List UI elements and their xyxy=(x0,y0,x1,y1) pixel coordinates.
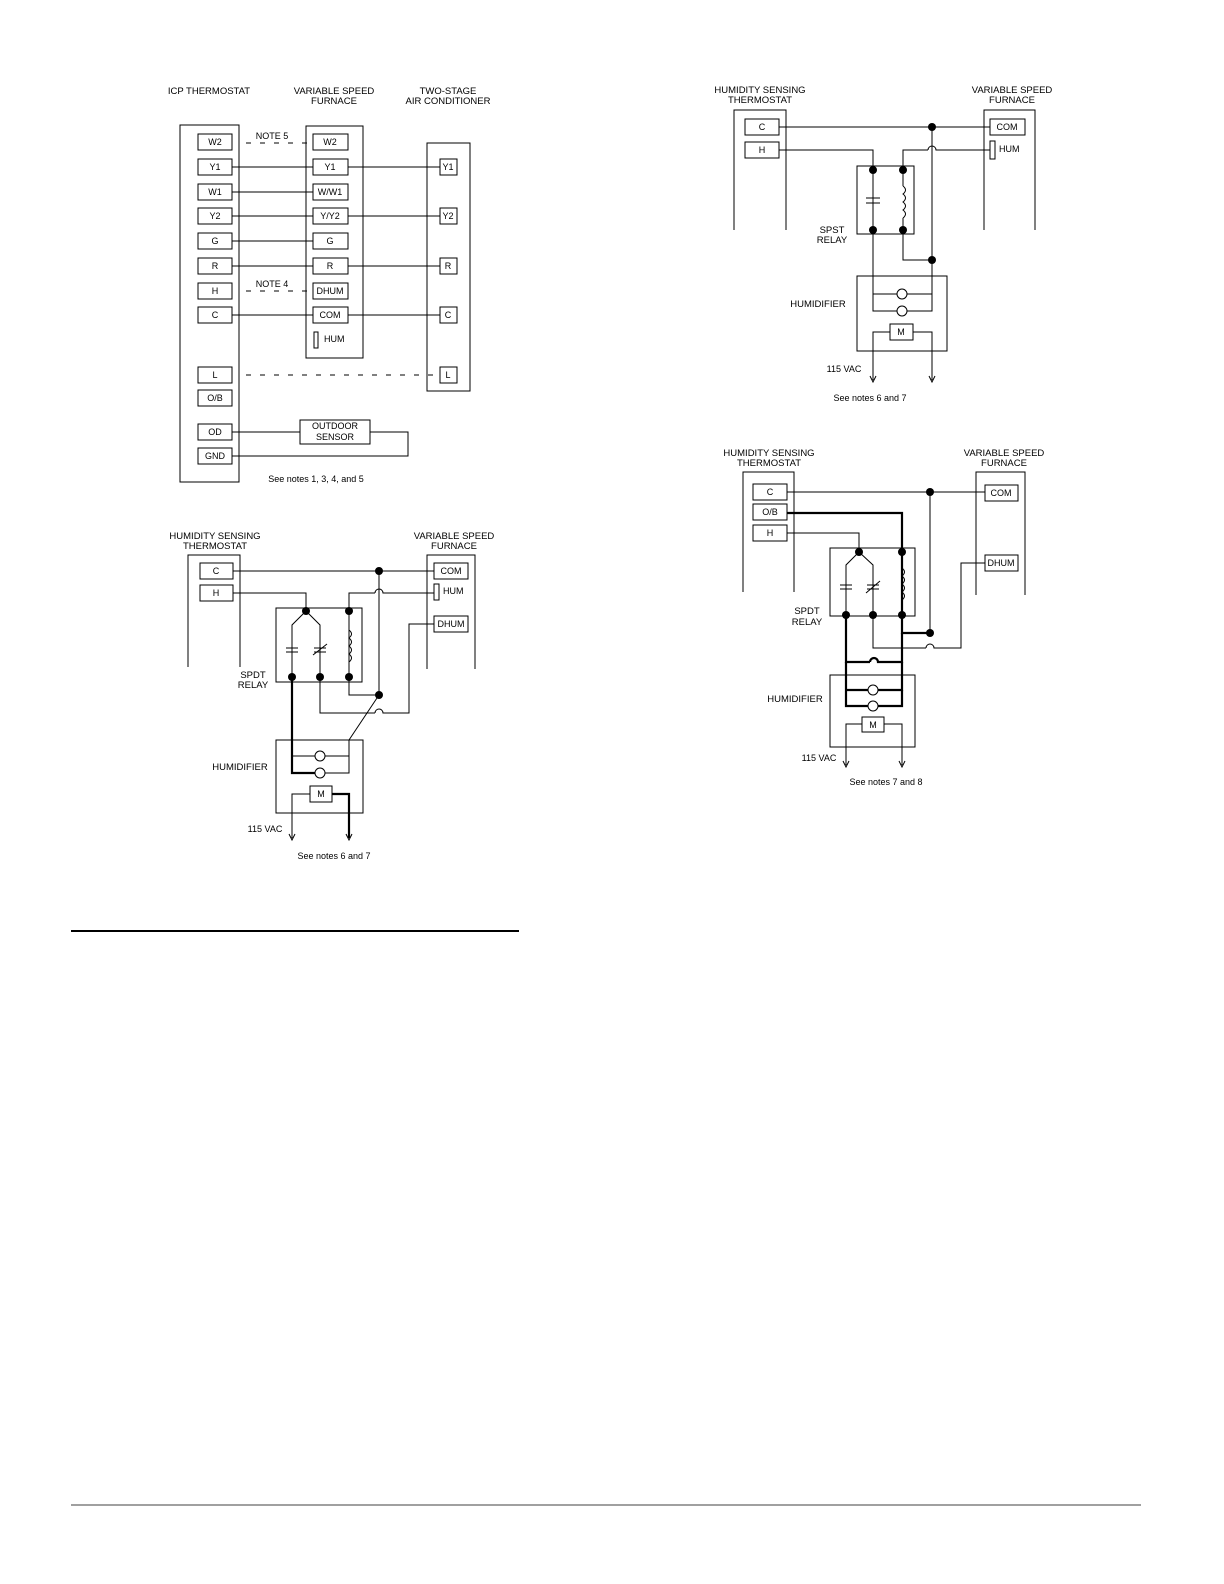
supply-wire-left xyxy=(846,724,862,765)
supply-wire-left xyxy=(292,794,310,838)
motor-label: M xyxy=(869,720,877,730)
outdoor-sensor-line1: OUTDOOR xyxy=(312,421,358,431)
label-thermostat-line2: THERMOSTAT xyxy=(736,458,802,469)
supply-label: 115 VAC xyxy=(826,364,862,374)
wire-hum-bottom-right xyxy=(325,756,349,773)
wire-hum-top-right xyxy=(878,662,902,690)
junction-dot xyxy=(869,611,877,619)
junction-dot xyxy=(345,607,353,615)
terminal-label: C xyxy=(444,310,452,320)
humidifier-terminal xyxy=(897,306,907,316)
terminal-label: W/W1 xyxy=(317,187,343,197)
terminal-label: W2 xyxy=(208,137,222,147)
wire-hum-to-com xyxy=(349,695,379,740)
label-thermostat-line2: THERMOSTAT xyxy=(727,95,793,106)
outdoor-sensor-line2: SENSOR xyxy=(315,432,355,442)
supply-wire-right xyxy=(332,794,349,838)
relay-label-line2: RELAY xyxy=(816,235,848,246)
label-ac-line1: TWO-STAGE xyxy=(419,86,477,97)
junction-dot xyxy=(898,548,906,556)
terminal-hum xyxy=(434,584,439,600)
humidifier-label: HUMIDIFIER xyxy=(767,694,823,705)
wire-hum-b xyxy=(928,146,990,150)
label-thermostat-line1: HUMIDITY SENSING xyxy=(723,448,815,459)
junction-dot xyxy=(316,673,324,681)
terminal-label: DHUM xyxy=(437,619,465,629)
junction-dot xyxy=(345,673,353,681)
wire-hum-top-right xyxy=(325,740,349,756)
relay-coil xyxy=(903,186,906,218)
terminal-label: DHUM xyxy=(316,286,344,296)
terminal-label: R xyxy=(444,261,452,271)
wire-hum-bottom-right xyxy=(878,690,902,706)
ac-terminals xyxy=(440,159,457,383)
label-thermostat-line1: HUMIDITY SENSING xyxy=(169,531,261,542)
relay-label-line1: SPST xyxy=(819,225,845,236)
diagram-spst-relay-humidifier xyxy=(714,85,1052,403)
junction-dot xyxy=(375,567,383,575)
note5-label: NOTE 5 xyxy=(255,131,289,141)
wire-hum-a xyxy=(903,150,928,170)
label-furnace-line1: VARIABLE SPEED xyxy=(413,531,495,542)
terminal-label: Y1 xyxy=(324,162,336,172)
terminal-label: COM xyxy=(990,488,1012,498)
terminal-label: Y2 xyxy=(442,211,454,221)
motor-label: M xyxy=(317,789,325,799)
label-icp-thermostat: ICP THERMOSTAT xyxy=(167,86,251,97)
terminal-label: Y1 xyxy=(209,162,221,172)
diagram-icp-thermostat-two-stage xyxy=(168,86,491,484)
junction-dot xyxy=(899,226,907,234)
label-furnace-line1: VARIABLE SPEED xyxy=(293,86,375,97)
diagram-spdt-ob-humidifier xyxy=(723,448,1044,787)
terminal-label: C xyxy=(212,566,220,576)
label-furnace-line2: FURNACE xyxy=(981,458,1027,469)
supply-label: 115 VAC xyxy=(801,753,837,763)
caption: See notes 7 and 8 xyxy=(849,777,923,787)
wire-nc-dhum-b xyxy=(375,624,434,713)
thermostat-terminals xyxy=(198,134,232,464)
relay-contact-left xyxy=(292,611,306,677)
humidifier-terminal xyxy=(897,289,907,299)
caption: See notes 6 and 7 xyxy=(297,851,371,861)
junction-dot xyxy=(302,607,310,615)
junction-dot xyxy=(928,123,936,131)
label-furnace-line1: VARIABLE SPEED xyxy=(971,85,1053,96)
terminal-label: R xyxy=(211,261,219,271)
wire-hum-top-right xyxy=(907,260,932,294)
label-furnace-line2: FURNACE xyxy=(989,95,1035,106)
wire-hum-terminal-left xyxy=(292,677,315,773)
relay-contact-right xyxy=(306,611,320,677)
terminal-label: L xyxy=(212,370,218,380)
label-thermostat-line1: HUMIDITY SENSING xyxy=(714,85,806,96)
terminal-label: H xyxy=(212,588,220,598)
terminal-label: H xyxy=(766,528,774,538)
label-furnace-line2: FURNACE xyxy=(431,541,477,552)
diagram-spdt-relay-humidifier xyxy=(169,531,494,861)
terminal-label: L xyxy=(445,370,451,380)
wire-hum-left xyxy=(846,662,868,706)
terminal-label: Y/Y2 xyxy=(320,211,340,221)
terminal-label: O/B xyxy=(207,393,223,403)
label-ac-line2: AIR CONDITIONER xyxy=(405,96,491,107)
humidifier-terminal xyxy=(868,701,878,711)
wire-relay-hum-a xyxy=(846,615,870,662)
caption: See notes 6 and 7 xyxy=(833,393,907,403)
terminal-label: H xyxy=(758,145,766,155)
label-furnace-line2: FURNACE xyxy=(311,96,357,107)
humidifier-terminal xyxy=(315,751,325,761)
supply-wire-right xyxy=(913,332,932,380)
wire-h-relay xyxy=(779,150,873,170)
terminal-label: OD xyxy=(208,427,222,437)
junction-dot xyxy=(855,548,863,556)
relay-contact-right xyxy=(859,552,873,615)
terminal-label: GND xyxy=(205,451,225,461)
terminal-hum xyxy=(314,332,318,348)
note4-label: NOTE 4 xyxy=(255,279,289,289)
junction-dot xyxy=(898,611,906,619)
relay-label-line1: SPDT xyxy=(240,670,266,681)
wire-hum-bottom-right xyxy=(907,294,932,311)
label-thermostat-line2: THERMOSTAT xyxy=(182,541,248,552)
humidifier-terminal xyxy=(315,768,325,778)
terminal-label: Y2 xyxy=(209,211,221,221)
terminal-label: Y1 xyxy=(442,162,454,172)
wire-h-relay xyxy=(787,533,859,552)
terminal-label: COM xyxy=(440,566,462,576)
supply-label: 115 VAC xyxy=(247,824,283,834)
terminal-label: C xyxy=(766,487,774,497)
junction-dot xyxy=(869,166,877,174)
terminal-label: C xyxy=(211,310,219,320)
terminal-label: HUM xyxy=(443,586,464,596)
terminal-label: HUM xyxy=(999,144,1020,154)
humidifier-label: HUMIDIFIER xyxy=(212,762,268,773)
terminal-label: W1 xyxy=(208,187,222,197)
supply-wire-left xyxy=(873,332,890,380)
wire-coil-com xyxy=(902,552,930,633)
junction-dot xyxy=(926,488,934,496)
terminal-label: H xyxy=(211,286,219,296)
motor-label: M xyxy=(897,327,905,337)
relay-label-line2: RELAY xyxy=(237,680,269,691)
relay-contact-left xyxy=(846,552,859,615)
junction-dot xyxy=(926,629,934,637)
junction-dot xyxy=(899,166,907,174)
terminal-label: O/B xyxy=(762,507,778,517)
terminal-label: R xyxy=(326,261,334,271)
humidifier-label: HUMIDIFIER xyxy=(790,299,846,310)
furnace-terminals xyxy=(313,134,348,348)
relay-label-line2: RELAY xyxy=(791,617,823,628)
terminal-label: C xyxy=(758,122,766,132)
label-furnace-line1: VARIABLE SPEED xyxy=(963,448,1045,459)
terminal-label: COM xyxy=(996,122,1018,132)
terminal-label: G xyxy=(211,236,219,246)
terminal-label: COM xyxy=(319,310,341,320)
wire-hum-b xyxy=(375,589,434,593)
terminal-label: DHUM xyxy=(987,558,1015,568)
terminal-label: G xyxy=(326,236,334,246)
terminal-label: W2 xyxy=(323,137,337,147)
supply-wire-right xyxy=(884,724,902,765)
wire-hum-left xyxy=(873,230,897,311)
wire-nc-dhum-a xyxy=(873,615,926,648)
caption: See notes 1, 3, 4, and 5 xyxy=(268,474,364,484)
relay-label-line1: SPDT xyxy=(794,606,820,617)
humidifier-terminal xyxy=(868,685,878,695)
terminal-label: HUM xyxy=(324,334,345,344)
terminal-hum xyxy=(990,141,995,159)
